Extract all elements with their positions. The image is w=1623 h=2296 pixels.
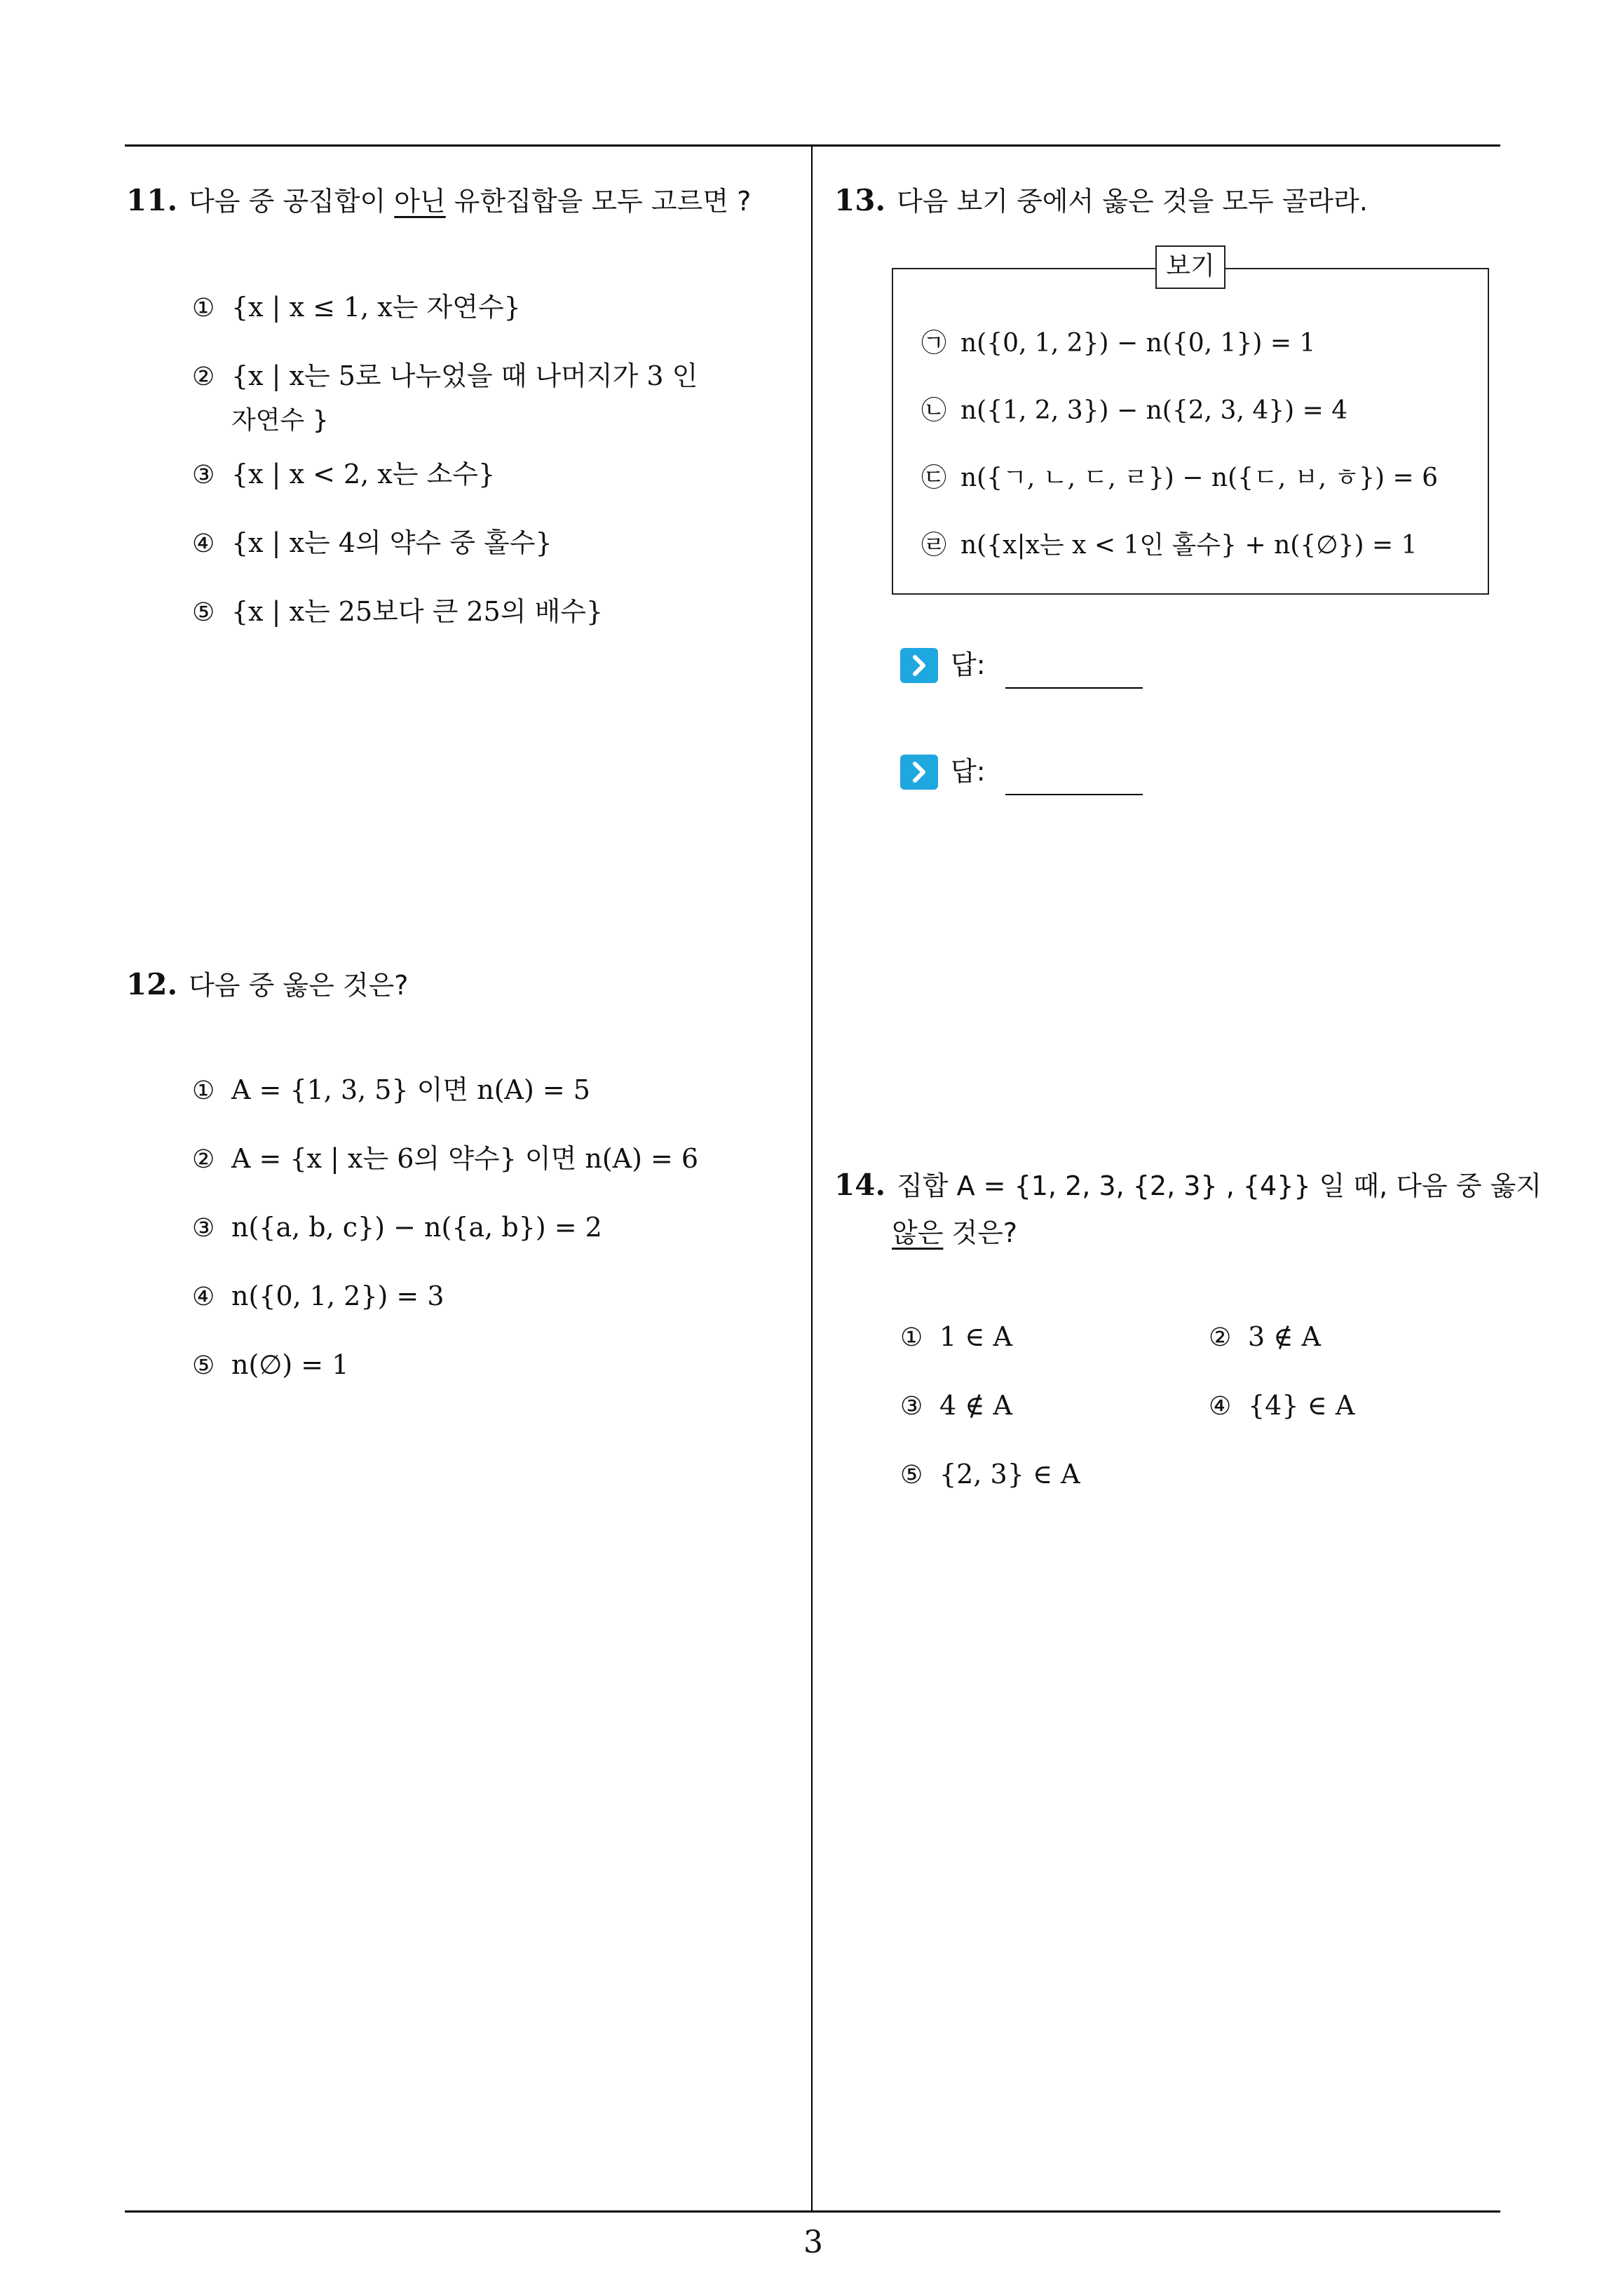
q14-option-5[interactable]: [900, 1453, 1080, 1497]
question-12-heading: [126, 964, 408, 1006]
chevron-right-icon: [900, 755, 938, 790]
question-text: 다음 중 옳은 것은?: [189, 970, 409, 1001]
q11-option-1[interactable]: [192, 286, 521, 330]
question-text: 다음 중 공집합이 아닌 유한집합을 모두 고르면 ?: [189, 186, 752, 217]
question-11-heading: [126, 180, 751, 222]
option-text: 4 ∉ A: [939, 1390, 1012, 1421]
bogi-marker: ㉡: [921, 396, 947, 425]
option-marker: ③: [192, 461, 215, 489]
q11-option-2-continued: 자연수 }: [231, 406, 329, 435]
q12-option-3[interactable]: [192, 1206, 602, 1250]
bogi-marker: ㉣: [921, 531, 947, 560]
option-marker: ④: [192, 529, 215, 558]
option-text: {4} ∈ A: [1248, 1390, 1355, 1421]
bogi-marker: ㉢: [921, 464, 947, 492]
q12-option-2[interactable]: [192, 1137, 698, 1181]
option-text: {x | x는 4의 약수 중 홀수}: [231, 527, 552, 558]
option-text: n({0, 1, 2}) = 3: [231, 1281, 444, 1311]
option-marker: ①: [192, 294, 215, 323]
answer-blank[interactable]: [1005, 794, 1143, 795]
option-text: {x | x < 2, x는 소수}: [231, 459, 496, 489]
option-text: n({a, b, c}) − n({a, b}) = 2: [231, 1212, 602, 1243]
q12-option-1[interactable]: [192, 1069, 590, 1112]
option-marker: ②: [192, 1145, 215, 1174]
underlined-keyword: 아닌: [394, 186, 446, 217]
q14-option-2[interactable]: [1209, 1316, 1321, 1359]
page-number: 3: [803, 2224, 823, 2260]
underlined-keyword: 않은: [892, 1217, 944, 1248]
option-text: 3 ∉ A: [1248, 1321, 1321, 1352]
top-rule: [125, 144, 1500, 147]
option-text: A = {x | x는 6의 약수} 이면 n(A) = 6: [231, 1143, 699, 1174]
q12-option-5[interactable]: [192, 1344, 348, 1387]
option-marker: ④: [192, 1283, 215, 1311]
option-marker: ③: [900, 1392, 923, 1421]
option-marker: ②: [192, 363, 215, 391]
q11-option-5[interactable]: [192, 590, 603, 634]
question-number: 14.: [834, 1168, 886, 1202]
question-number: 12.: [126, 967, 178, 1001]
option-text: {x | x는 25보다 큰 25의 배수}: [231, 596, 604, 627]
bogi-item-2: [921, 390, 1347, 432]
answer-field-2[interactable]: [900, 750, 1153, 792]
option-text: {x | x는 5로 나누었을 때 나머지가 3 인: [231, 360, 698, 391]
q11-option-3[interactable]: [192, 453, 495, 497]
option-marker: ⑤: [900, 1461, 923, 1490]
bogi-text: n({ㄱ, ㄴ, ㄷ, ㄹ}) − n({ㄷ, ㅂ, ㅎ}) = 6: [960, 464, 1439, 492]
answer-label: 답:: [951, 756, 986, 787]
bogi-marker: ㉠: [921, 329, 947, 358]
question-14-heading: [834, 1164, 1542, 1207]
answer-blank[interactable]: [1005, 687, 1143, 689]
question-text: 집합 A = {1, 2, 3, {2, 3} , {4}} 일 때, 다음 중 옳지: [897, 1170, 1542, 1201]
bogi-item-3: [921, 457, 1438, 499]
option-text: {2, 3} ∈ A: [939, 1459, 1080, 1490]
option-text: n(∅) = 1: [231, 1349, 349, 1380]
bogi-item-1: [921, 323, 1315, 365]
answer-label: 답:: [951, 649, 986, 680]
option-marker: ④: [1209, 1392, 1232, 1421]
bottom-rule: [125, 2210, 1500, 2213]
option-text: {x | x ≤ 1, x는 자연수}: [231, 292, 521, 323]
q11-option-4[interactable]: [192, 522, 552, 565]
option-marker: ⑤: [192, 1351, 215, 1380]
bogi-text: n({1, 2, 3}) − n({2, 3, 4}) = 4: [960, 396, 1348, 425]
option-text: 1 ∈ A: [939, 1321, 1012, 1352]
bogi-item-4: [921, 525, 1417, 567]
q12-option-4[interactable]: [192, 1275, 444, 1318]
option-marker: ②: [1209, 1323, 1232, 1352]
answer-field-1[interactable]: [900, 644, 1153, 686]
q11-option-2[interactable]: [192, 355, 698, 398]
column-divider: [811, 145, 813, 2211]
bogi-text: n({0, 1, 2}) − n({0, 1}) = 1: [960, 329, 1316, 358]
chevron-right-icon: [900, 648, 938, 683]
option-marker: ⑤: [192, 598, 215, 627]
question-text: 다음 보기 중에서 옳은 것을 모두 골라라.: [897, 186, 1368, 217]
question-14-continued: 않은 것은?: [892, 1217, 1018, 1248]
q14-option-1[interactable]: [900, 1316, 1012, 1359]
option-text: A = {1, 3, 5} 이면 n(A) = 5: [231, 1074, 590, 1105]
bogi-text: n({x|x는 x < 1인 홀수} + n({∅}) = 1: [960, 531, 1418, 560]
option-marker: ①: [192, 1076, 215, 1105]
question-number: 11.: [126, 183, 178, 217]
option-marker: ③: [192, 1214, 215, 1243]
question-number: 13.: [834, 183, 886, 217]
q14-option-3[interactable]: [900, 1384, 1012, 1428]
option-marker: ①: [900, 1323, 923, 1352]
bogi-title: 보기: [1155, 245, 1225, 289]
q14-option-4[interactable]: [1209, 1384, 1354, 1428]
question-13-heading: [834, 180, 1368, 222]
